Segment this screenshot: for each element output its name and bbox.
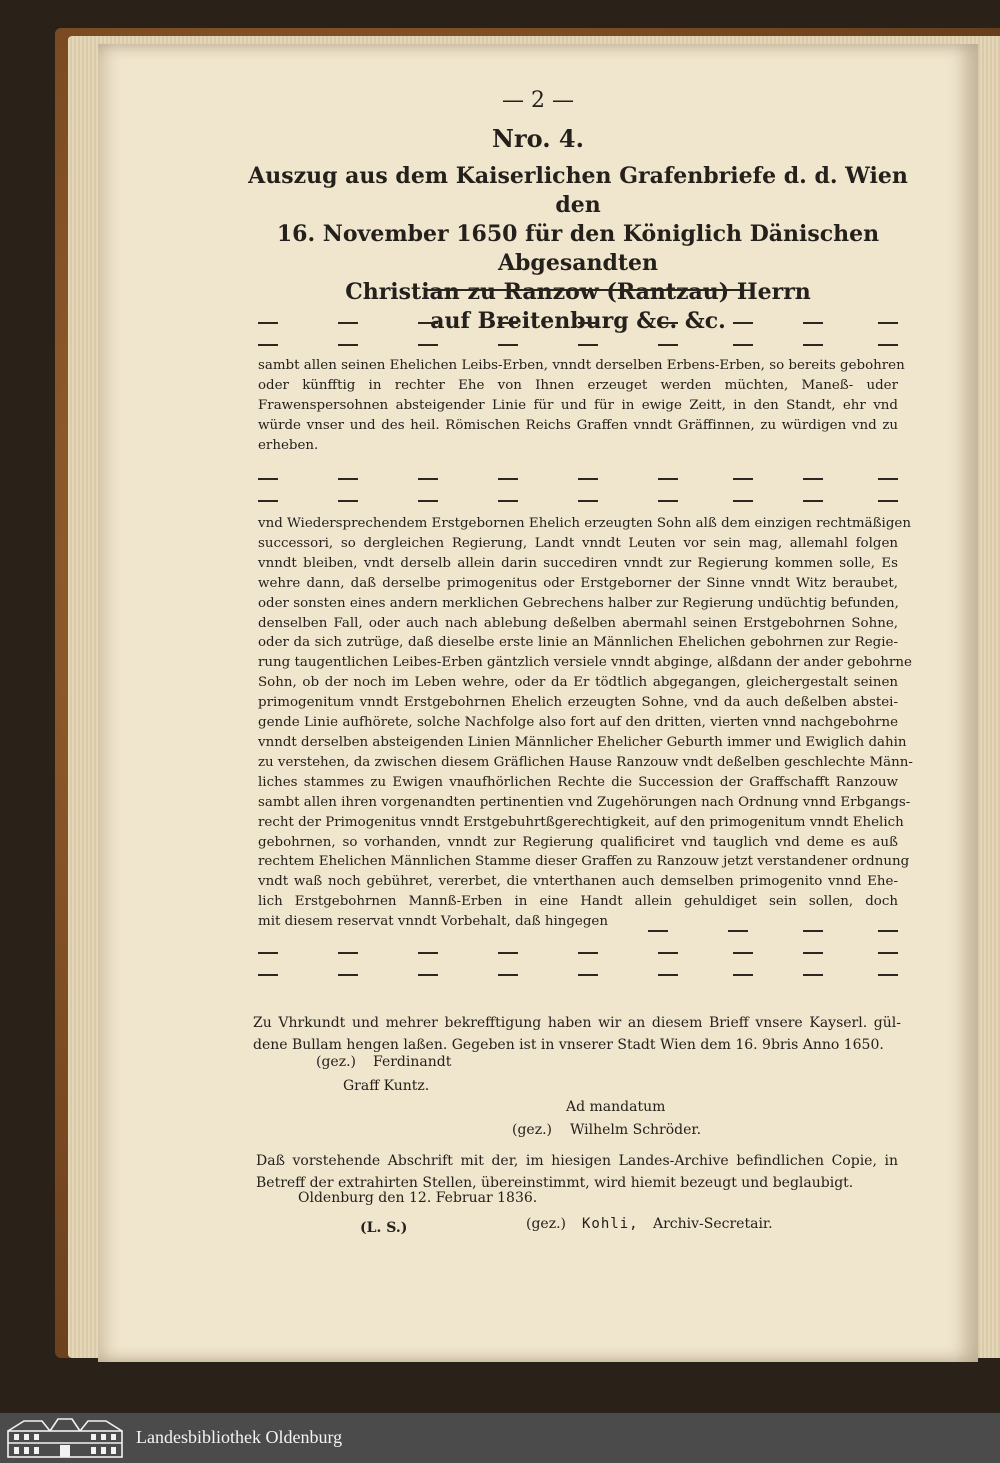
title-line: Auszug aus dem Kaiserlichen Grafenbriefe d. d. Wien den (248, 163, 908, 218)
text-line: zu verstehen, da zwischen diesem Gräflichen Hause Ranzouw vndt deßelben geschlechte Männ- (258, 754, 913, 770)
omission-dash-row (258, 944, 898, 962)
text-line: oder da sich zutrüge, daß dieselbe erste linie an Männlichen Ehelichen gebohrnen zur Regie- (258, 635, 898, 651)
excerpt-paragraph-2 (258, 514, 913, 932)
text-line: successori, so dergleichen Regierung, Landt vnndt Leuten vor sein mag, allemahl folgen (258, 535, 898, 551)
text-line: rechtem Ehelichen Männlichen Stamme dieser Graffen zu Ranzouw jetzt verstandener ordnung (258, 854, 910, 870)
document-title (248, 162, 908, 336)
text-line: Sohn, ob der noch im Leben wehre, oder da Er tödtlich abgegangen, gleichergestalt seinen (258, 675, 898, 691)
omission-dash-row (258, 492, 898, 510)
archivist-title: Archiv-Secretair. (653, 1216, 773, 1232)
library-building-icon (6, 1417, 124, 1459)
text-line: gebohrnen, so vorhanden, vnndt zur Regierung qualificiret vnd tauglich vnd deme es auß (258, 834, 898, 850)
omission-dash-row (258, 470, 898, 488)
place-date: Oldenburg den 12. Februar 1836. (298, 1190, 538, 1206)
omission-dash-row (258, 314, 898, 332)
text-line: würde vnser und des heil. Römischen Reichs Graffen vnndt Gräffinnen, zu würdigen vnd zu (258, 417, 898, 433)
text-line: Betreff der extrahirten Stellen, übereinstimmt, wird hiemit bezeugt und beglaubigt. (256, 1175, 854, 1191)
title-divider (426, 289, 743, 291)
text-line: Frawenspersohnen absteigender Linie für und für in ewige Zeitt, in den Standt, ehr vnd (258, 397, 898, 413)
footer-bar (0, 1413, 1000, 1463)
text-line: vndt waß noch gebühret, vererbet, die vnterthanen auch demselben primogenito vnnd Ehe- (258, 874, 898, 890)
text-line: vnndt bleiben, vndt derselb allein darin succediren vnndt zur Regierung kommen solle, Es (258, 555, 898, 571)
archivist-name: Kohli, (582, 1216, 639, 1232)
text-line: primogenitum vnndt Erstgebohrnen Ehelich erzeugten Sohne, vnd da auch deßelben abstei- (258, 695, 898, 711)
text-line: oder künfftig in rechter Ehe von Ihnen erzeuget werden müchten, Maneß- uder (258, 377, 898, 393)
document-number: Nro. 4. (492, 124, 584, 153)
text-line: wehre dann, daß derselbe primogenitus oder Erstgeborner der Sinne vnndt Witz beraubet, (258, 575, 898, 591)
text-line: vnd Wiedersprechendem Erstgebornen Ehelich erzeugten Sohn alß dem einzigen rechtmäßigen (258, 516, 911, 531)
title-line: 16. November 1650 für den Königlich Dänischen Abgesandten (276, 221, 880, 276)
text-line: sambt allen ihren vorgenandten pertinentien vnd Zugehörungen nach Ordnung vnnd Erbgangs- (258, 794, 911, 810)
text-line: lich Erstgebohrnen Mannß-Erben in eine Handt allein gehuldiget sein sollen, doch (258, 894, 898, 910)
certification-paragraph (256, 1150, 898, 1194)
text-line: vnndt derselben absteigenden Linien Männlicher Ehelicher Geburth immer und Ewiglich dahin (258, 734, 907, 750)
text-line: dene Bullam hengen laßen. Gegeben ist in vnserer Stadt Wien dem 16. 9bris Anno 1650. (253, 1037, 884, 1053)
signature-ferdinandt: Ferdinandt (373, 1054, 452, 1070)
text-line: gende Linie aufhörete, solche Nachfolge also fort auf den dritten, vierten vnnd nachgebohrne (258, 715, 898, 731)
text-line: rung taugentlichen Leibes-Erben gäntzlich versiele vnndt abginge, alßdann der ander gebohrne (258, 655, 912, 671)
text-line: recht der Primogenitus vnndt Erstgebuhrtßgerechtigkeit, auf den primogenitum vnndt Ehelich (258, 814, 904, 830)
omission-dash-row (648, 922, 898, 940)
signature-gez: (gez.) (512, 1122, 552, 1138)
document-page (98, 44, 978, 1362)
library-name: Landesbibliothek Oldenburg (136, 1427, 343, 1447)
text-line: liches stammes zu Ewigen vnaufhörlichen Rechte die Succession der Graffschafft Ranzouw (258, 774, 898, 790)
text-line: Daß vorstehende Abschrift mit der, im hiesigen Landes-Archive befindlichen Copie, in (256, 1153, 898, 1169)
title-line: auf Breitenburg &c. &c. (430, 308, 726, 334)
ad-mandatum: Ad mandatum (566, 1099, 666, 1115)
attestation-paragraph (253, 1012, 901, 1056)
text-line: erheben. (258, 437, 319, 453)
signature-graff-kuntz: Graff Kuntz. (343, 1078, 430, 1094)
text-line: mit diesem reservat vnndt Vorbehalt, daß hingegen (258, 914, 608, 930)
page-number: — 2 — (502, 88, 574, 113)
text-line: sambt allen seinen Ehelichen Leibs-Erben, vnndt derselben Erbens-Erben, so bereits gebohren (258, 358, 905, 373)
text-line: denselben Fall, oder auch nach ablebung deßelben abermahl seinen Erstgebohrnen Sohne, (258, 615, 898, 631)
excerpt-paragraph-1 (258, 356, 905, 456)
text-line: oder sonsten eines andern merklichen Gebrechens halber zur Regierung undüchtig befunden, (258, 595, 899, 611)
omission-dash-row (258, 336, 898, 354)
text-line: Zu Vhrkundt und mehrer bekrefftigung haben wir an diesem Brieff vnsere Kayserl. gül- (253, 1015, 901, 1031)
signature-gez: (gez.) (316, 1054, 356, 1070)
title-line: Christian zu Ranzow (Rantzau) Herrn (345, 279, 811, 305)
omission-dash-row (258, 966, 898, 984)
signature-wilhelm-schroeder: Wilhelm Schröder. (570, 1122, 702, 1138)
seal-locus-sigilli: (L. S.) (360, 1220, 408, 1236)
signature-gez: (gez.) (526, 1216, 566, 1232)
